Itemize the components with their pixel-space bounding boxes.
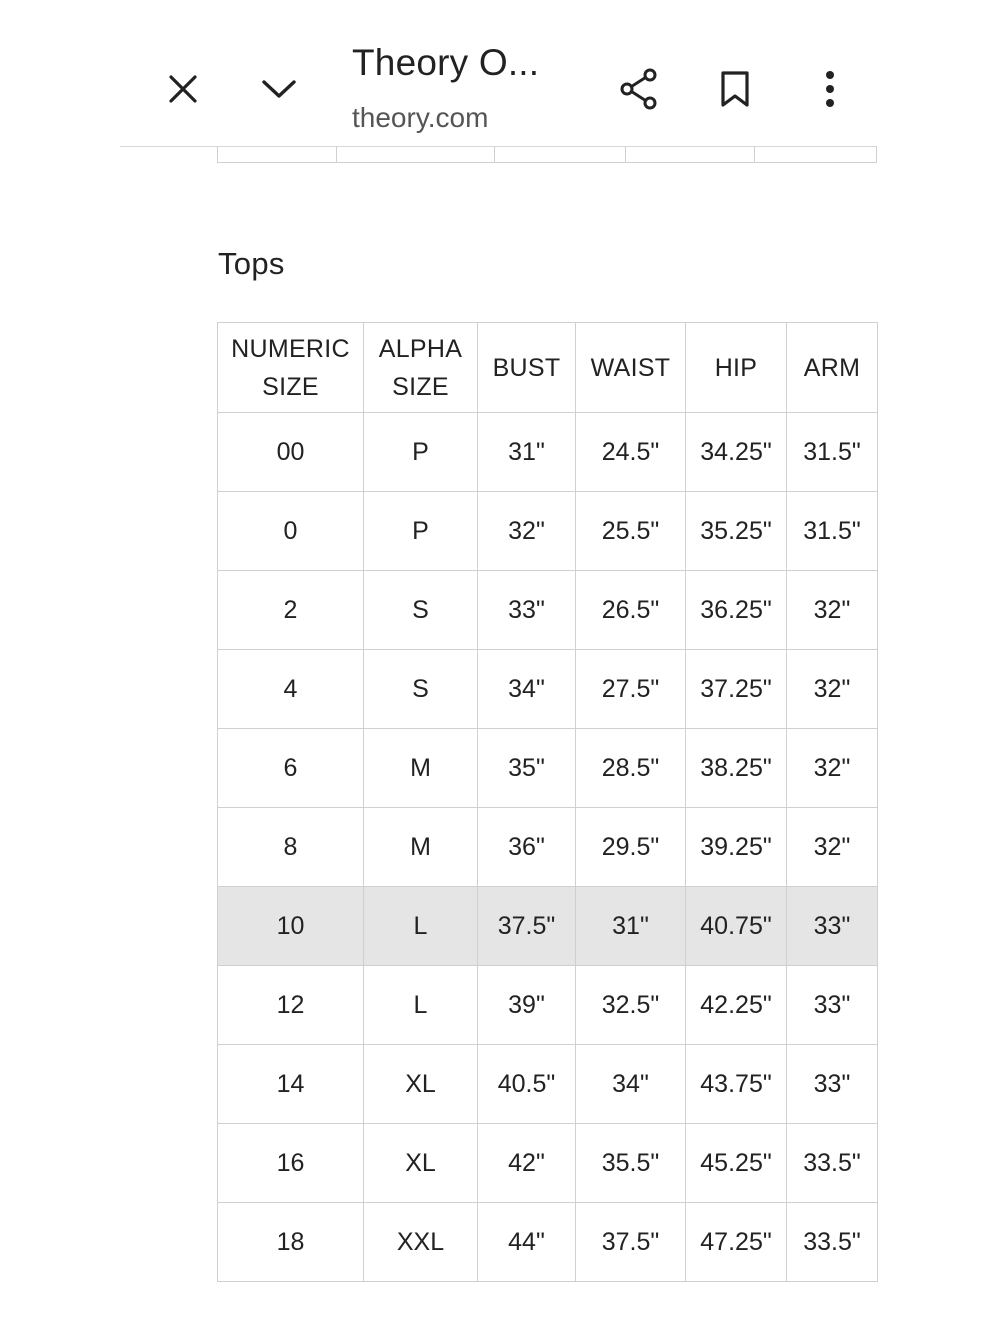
column-header-alpha-size: ALPHA SIZE: [364, 323, 478, 413]
cell-hip: 36.25": [686, 571, 787, 650]
cell-bust: 34": [478, 650, 576, 729]
cell-hip: 37.25": [686, 650, 787, 729]
cell-hip: 38.25": [686, 729, 787, 808]
cell-hip: 34.25": [686, 413, 787, 492]
table-row: [218, 808, 878, 887]
bookmark-button[interactable]: [705, 59, 765, 119]
cell-waist: 31": [576, 887, 686, 966]
cell-waist: 27.5": [576, 650, 686, 729]
table-row: [218, 650, 878, 729]
table-row: [218, 729, 878, 808]
cell-hip: 45.25": [686, 1124, 787, 1203]
table-row: [218, 1124, 878, 1203]
cell-numeric-size: 16: [218, 1124, 364, 1203]
chevron-down-icon: [261, 78, 297, 100]
table-row: [218, 966, 878, 1045]
column-header-arm: ARM: [787, 323, 878, 413]
table-row: [218, 492, 878, 571]
section-title: Tops: [218, 246, 285, 281]
cell-arm: 31.5": [787, 413, 878, 492]
cell-alpha-size: XXL: [364, 1203, 478, 1282]
more-options-button[interactable]: [800, 59, 860, 119]
cell-waist: 32.5": [576, 966, 686, 1045]
cell-numeric-size: 14: [218, 1045, 364, 1124]
column-header-hip: HIP: [686, 323, 787, 413]
cell-alpha-size: P: [364, 413, 478, 492]
table-row: [218, 413, 878, 492]
cell-waist: 34": [576, 1045, 686, 1124]
cell-hip: 39.25": [686, 808, 787, 887]
cell-numeric-size: 6: [218, 729, 364, 808]
table-header-row: [218, 323, 878, 413]
cell-bust: 39": [478, 966, 576, 1045]
cell-arm: 33.5": [787, 1203, 878, 1282]
browser-top-bar: [120, 0, 877, 147]
table-row: [218, 887, 878, 966]
cell-waist: 29.5": [576, 808, 686, 887]
cell-bust: 32": [478, 492, 576, 571]
cell-hip: 42.25": [686, 966, 787, 1045]
cell-hip: 47.25": [686, 1203, 787, 1282]
cell-arm: 33": [787, 1045, 878, 1124]
cell-arm: 32": [787, 571, 878, 650]
share-icon: [619, 68, 659, 110]
table-row: [218, 1203, 878, 1282]
cell-bust: 36": [478, 808, 576, 887]
more-vertical-icon: [824, 70, 836, 108]
cell-waist: 25.5": [576, 492, 686, 571]
cell-waist: 37.5": [576, 1203, 686, 1282]
cell-arm: 32": [787, 808, 878, 887]
cell-alpha-size: XL: [364, 1045, 478, 1124]
cell-alpha-size: L: [364, 887, 478, 966]
cell-waist: 24.5": [576, 413, 686, 492]
previous-table-bottom: [217, 146, 877, 163]
cell-hip: 35.25": [686, 492, 787, 571]
cell-numeric-size: 0: [218, 492, 364, 571]
cell-numeric-size: 4: [218, 650, 364, 729]
cell-bust: 37.5": [478, 887, 576, 966]
collapse-button[interactable]: [249, 59, 309, 119]
cell-numeric-size: 10: [218, 887, 364, 966]
cell-alpha-size: P: [364, 492, 478, 571]
cell-arm: 32": [787, 650, 878, 729]
close-icon: [168, 74, 198, 104]
cell-numeric-size: 8: [218, 808, 364, 887]
column-header-bust: BUST: [478, 323, 576, 413]
table-row: [218, 571, 878, 650]
cell-alpha-size: L: [364, 966, 478, 1045]
size-chart-body: [218, 413, 878, 1282]
cell-bust: 44": [478, 1203, 576, 1282]
cell-arm: 33": [787, 966, 878, 1045]
share-button[interactable]: [609, 59, 669, 119]
cell-numeric-size: 00: [218, 413, 364, 492]
cell-bust: 40.5": [478, 1045, 576, 1124]
cell-numeric-size: 18: [218, 1203, 364, 1282]
cell-bust: 35": [478, 729, 576, 808]
cell-arm: 33.5": [787, 1124, 878, 1203]
page-domain: theory.com: [352, 102, 489, 133]
cell-bust: 31": [478, 413, 576, 492]
cell-waist: 35.5": [576, 1124, 686, 1203]
cell-hip: 43.75": [686, 1045, 787, 1124]
cell-waist: 26.5": [576, 571, 686, 650]
cell-hip: 40.75": [686, 887, 787, 966]
table-row: [218, 1045, 878, 1124]
cell-alpha-size: M: [364, 808, 478, 887]
cell-arm: 31.5": [787, 492, 878, 571]
size-chart-table: [217, 322, 878, 1282]
cell-arm: 33": [787, 887, 878, 966]
cell-numeric-size: 2: [218, 571, 364, 650]
page-title: Theory O...: [352, 42, 540, 83]
column-header-numeric-size: NUMERIC SIZE: [218, 323, 364, 413]
cell-numeric-size: 12: [218, 966, 364, 1045]
cell-arm: 32": [787, 729, 878, 808]
cell-bust: 42": [478, 1124, 576, 1203]
cell-alpha-size: S: [364, 571, 478, 650]
column-header-waist: WAIST: [576, 323, 686, 413]
cell-alpha-size: S: [364, 650, 478, 729]
cell-waist: 28.5": [576, 729, 686, 808]
close-button[interactable]: [153, 59, 213, 119]
cell-bust: 33": [478, 571, 576, 650]
cell-alpha-size: XL: [364, 1124, 478, 1203]
bookmark-icon: [720, 70, 750, 108]
cell-alpha-size: M: [364, 729, 478, 808]
